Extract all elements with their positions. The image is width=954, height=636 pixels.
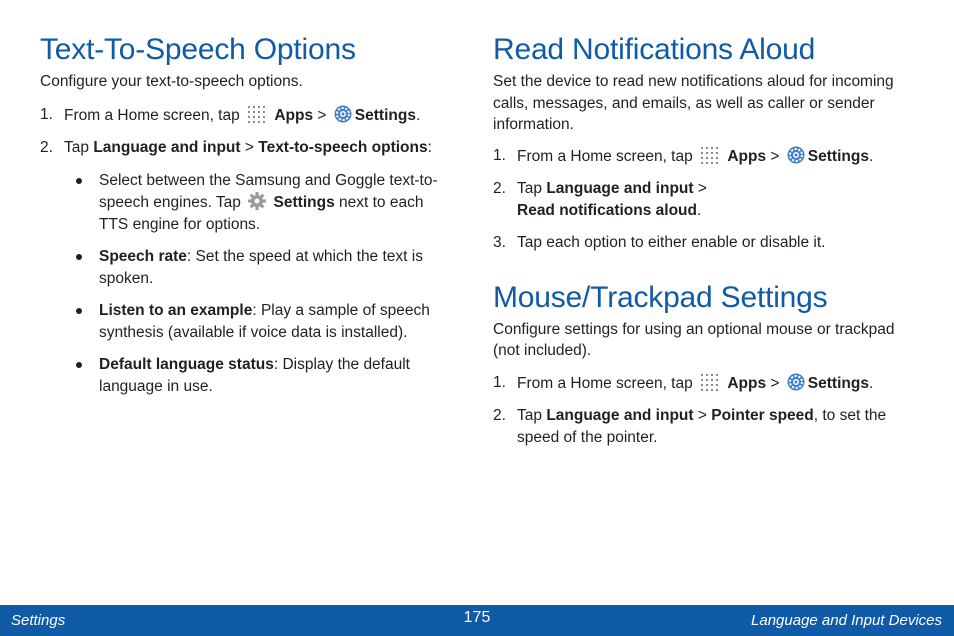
tts-options-list [40,170,450,398]
bullet-dot [76,308,82,314]
footer-section: Language and Input Devices [751,612,942,629]
page-footer [0,605,954,636]
right-column [493,30,913,448]
read-notifications-intro: Set the device to read new notifications aloud for incoming calls, messages, and emails, as well as caller or sender information. [493,73,894,133]
tts-intro: Configure your text-to-speech options. [40,73,303,90]
apps-grid-icon [699,145,721,165]
list-item: Default language status: Display the default language in use. [40,354,450,397]
list-item: Listen to an example: Play a sample of speech synthesis (available if voice data is installed). [40,300,450,343]
read-step-2: 2. Tap Language and input > Read notifications aloud. [493,180,707,219]
step-number: 1. [493,146,506,164]
step-number: 1. [40,105,53,123]
page-number: 175 [463,609,491,626]
step-number: 1. [493,373,506,391]
bullet-dot [76,362,82,368]
tts-step-1: 1. From a Home screen, tap Apps > Settings. [40,105,421,124]
bullet-dot [76,178,82,184]
mouse-trackpad-intro: Configure settings for using an optional mouse or trackpad (not included). [493,320,895,359]
mouse-step-2: 2. Tap Language and input > Pointer speed, to set the speed of the pointer. [493,407,887,446]
read-step-3: 3. Tap each option to either enable or disable it. [493,232,913,254]
list-item: Speech rate: Set the speed at which the text is spoken. [40,246,450,289]
read-step-1: 1. From a Home screen, tap Apps > Settings. [493,146,874,165]
mouse-step-1: 1. From a Home screen, tap Apps > Settings. [493,373,874,392]
apps-grid-icon [699,372,721,392]
step-number: 2. [493,407,506,424]
step-number: 2. [40,139,53,156]
footer-chapter: Settings [11,612,66,629]
apps-grid-icon [246,104,268,124]
left-column [40,30,450,397]
step-number: 2. [493,180,506,197]
settings-gear-icon [786,372,806,392]
bullet-dot [76,254,82,260]
gear-icon [247,191,267,211]
section-title-read-notifications: Read Notifications Aloud [493,33,816,66]
settings-gear-icon [333,104,353,124]
list-item: Select between the Samsung and Goggle text-to-speech engines. Tap Settings next to each TTS engine for options. [40,170,450,236]
section-title-tts: Text-To-Speech Options [40,33,356,66]
step-number: 3. [493,234,506,251]
tts-step-2: 2. Tap Language and input > Text-to-speech options: [40,137,450,159]
settings-gear-icon [786,145,806,165]
section-title-mouse-trackpad: Mouse/Trackpad Settings [493,280,828,314]
